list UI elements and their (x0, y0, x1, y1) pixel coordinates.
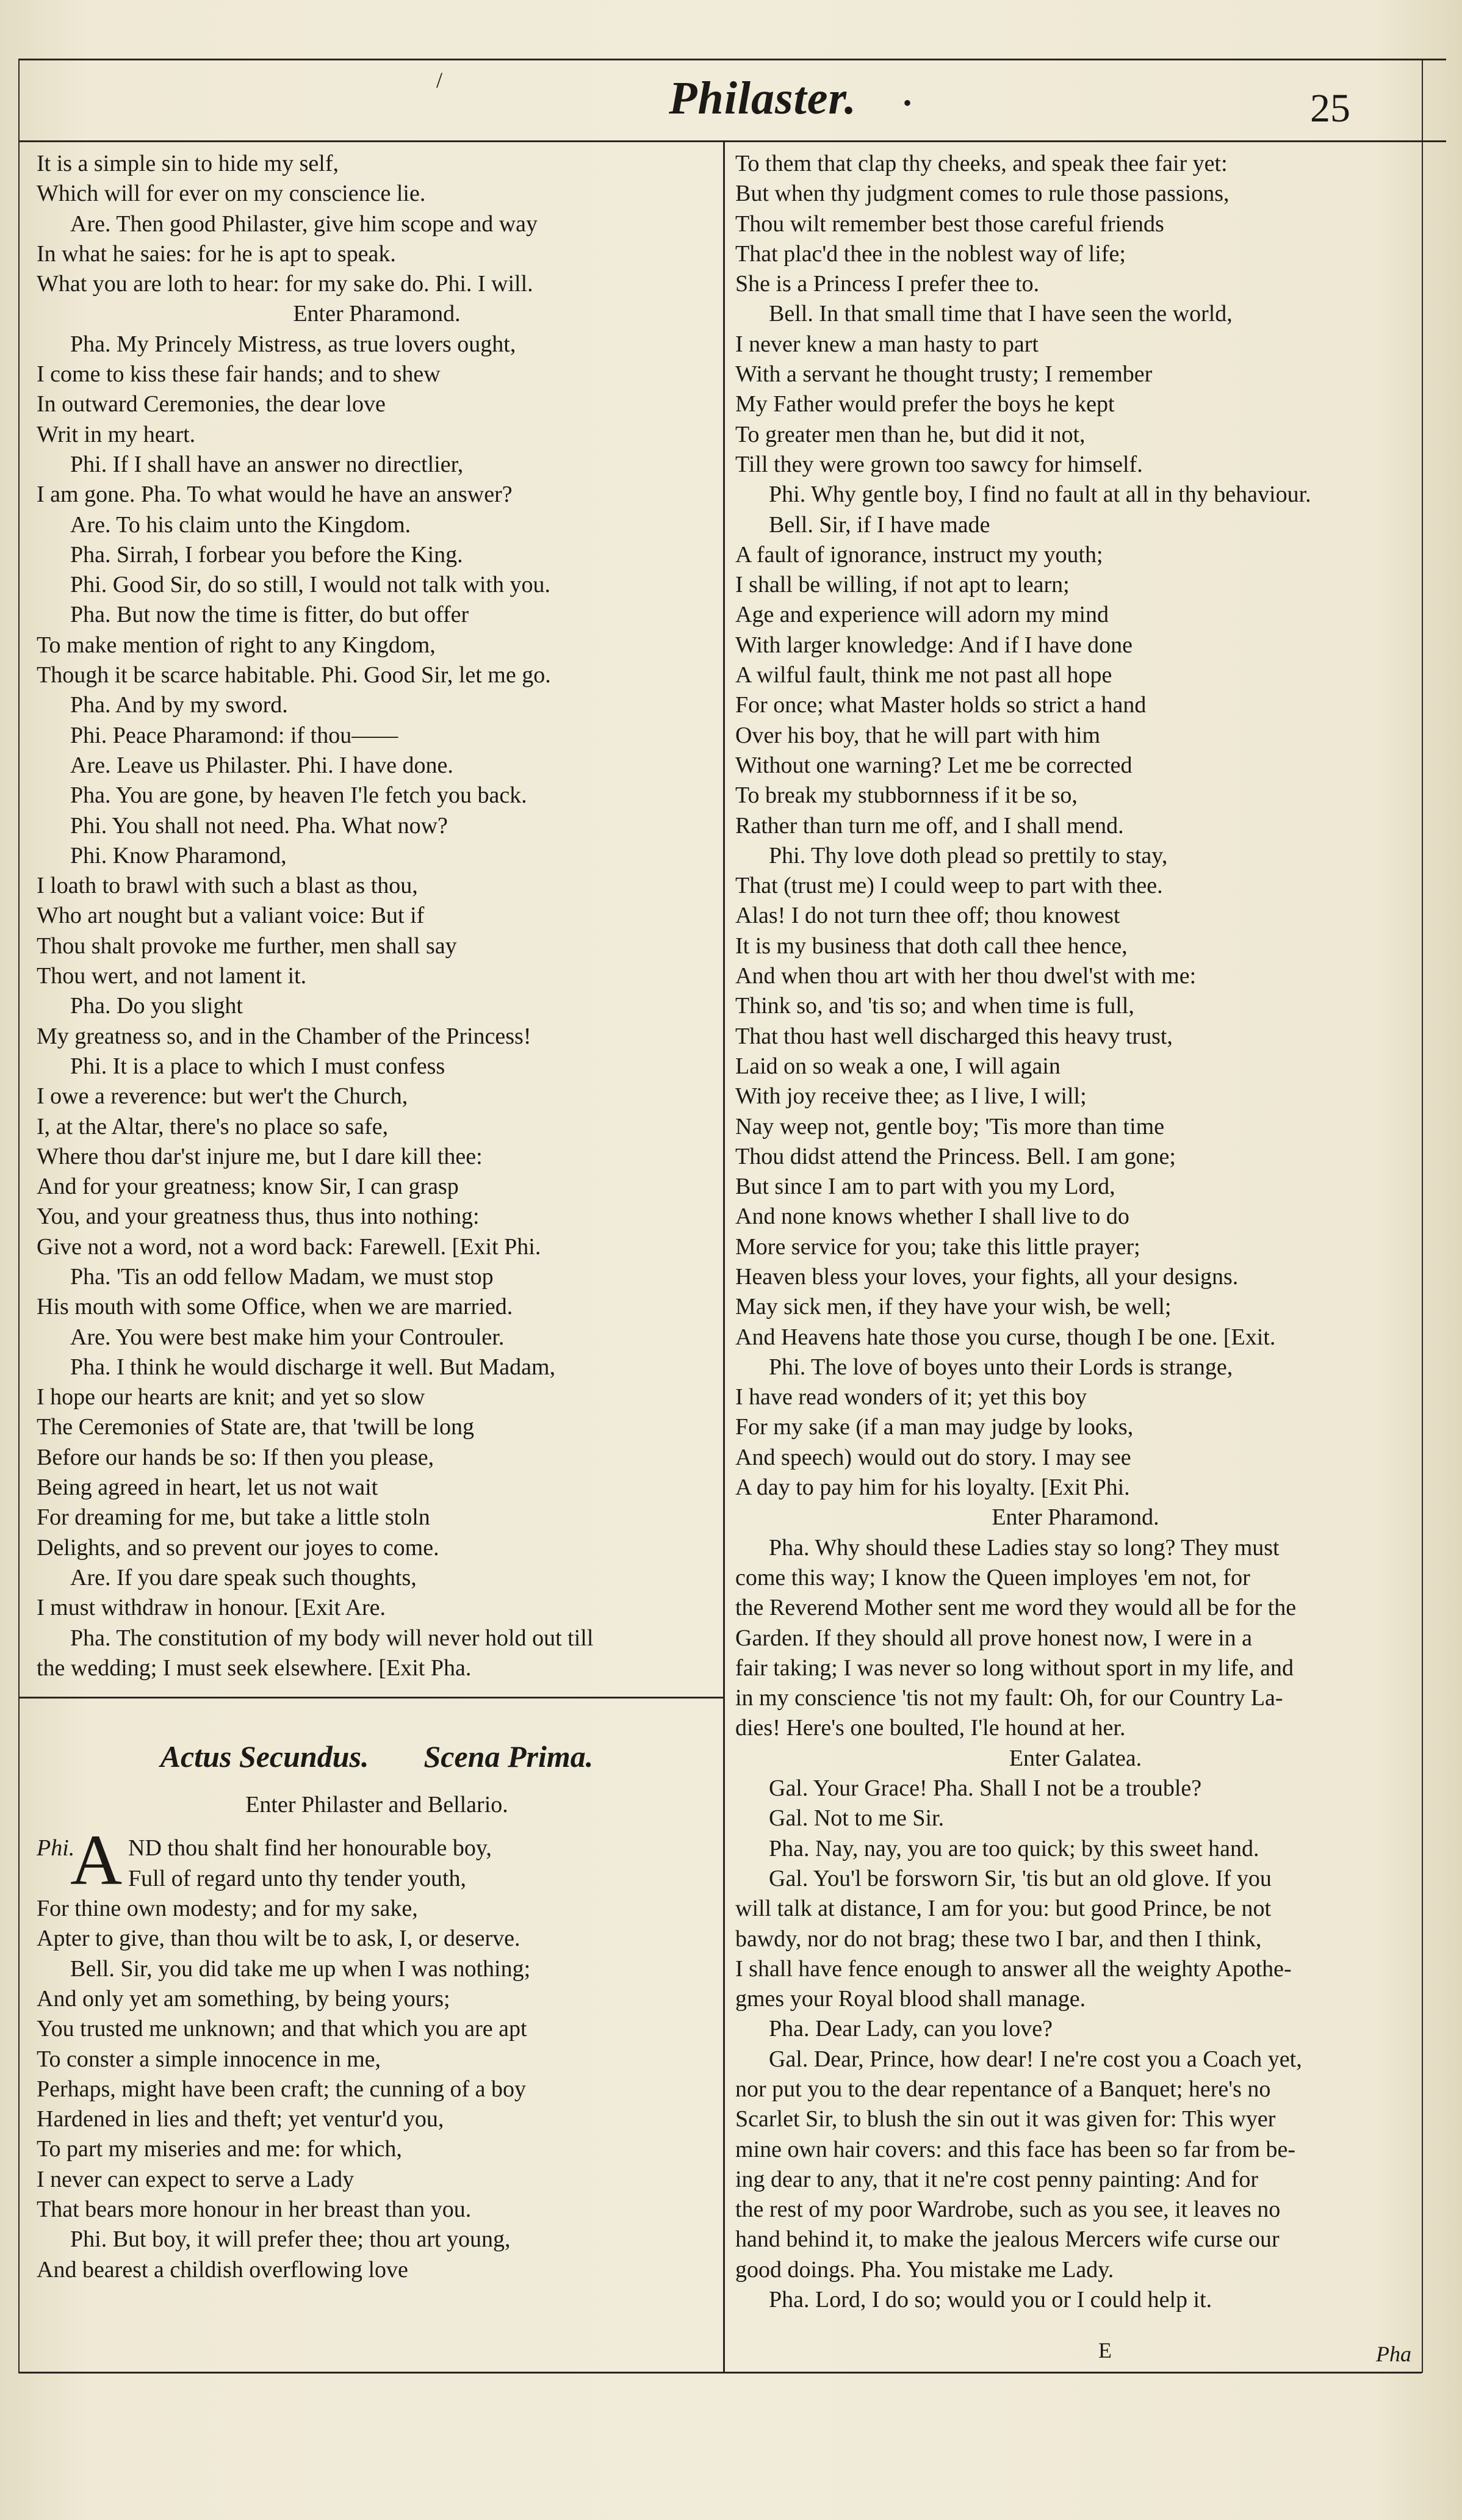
text-line: Pha. You are gone, by heaven I'le fetch you back. (70, 782, 527, 809)
text-line: What you are loth to hear: for my sake do. Phi. I will. (37, 271, 533, 297)
text-line: Pha. Nay, nay, you are too quick; by this sweet hand. (769, 1835, 1259, 1861)
text-line: In what he saies: for he is apt to speak. (37, 240, 396, 267)
text-line: Pha. I think he would discharge it well. But Madam, (70, 1354, 556, 1380)
text-line: Though it be scarce habitable. Phi. Good Sir, let me go. (37, 662, 551, 688)
dropcap-speaker: Phi. (37, 1835, 75, 1861)
text-line: Pha. Dear Lady, can you love? (769, 2016, 1053, 2042)
text-line: Pha. And by my sword. (70, 692, 288, 718)
text-line: Over his boy, that he will part with him (735, 722, 1101, 748)
text-line: Phi. If I shall have an answer no directlier, (70, 451, 464, 477)
text-line: Are. To his claim unto the Kingdom. (70, 511, 411, 538)
text-line: Pha. But now the time is fitter, do but offer (70, 602, 469, 628)
text-line: And bearest a childish overflowing love (37, 2256, 408, 2283)
text-line: Pha. 'Tis an odd fellow Madam, we must stop (70, 1263, 494, 1290)
text-line: With joy receive thee; as I live, I will; (735, 1083, 1087, 1110)
text-line: His mouth with some Office, when we are married. (37, 1294, 513, 1320)
text-line: More service for you; take this little prayer; (735, 1233, 1140, 1260)
scene-entrance (37, 1790, 717, 1820)
scene-title: Scena Prima. (423, 1739, 594, 1774)
text-line: That plac'd thee in the noblest way of life; (735, 240, 1126, 267)
text-line: And for your greatness; know Sir, I can grasp (37, 1174, 459, 1200)
text-line: ing dear to any, that it ne're cost penny painting: And for (735, 2166, 1259, 2192)
text-line: I must withdraw in honour. [Exit Are. (37, 1595, 386, 1621)
catchword: Pha (1376, 2342, 1411, 2366)
text-line: Pha. The constitution of my body will never hold out till (70, 1625, 594, 1651)
text-line: Bell. Sir, you did take me up when I was nothing; (70, 1955, 531, 1982)
text-line: My greatness so, and in the Chamber of the Princess! (37, 1023, 531, 1049)
text-line: Enter Pharamond. (992, 1504, 1159, 1531)
text-line: Where thou dar'st injure me, but I dare kill thee: (37, 1143, 483, 1169)
text-line: Who art nought but a valiant voice: But if (37, 903, 425, 929)
text-line: For once; what Master holds so strict a hand (735, 692, 1147, 718)
header-mark: / (436, 68, 443, 92)
text-line: Thou wert, and not lament it. (37, 963, 307, 989)
text-line: I shall have fence enough to answer all the weighty Apothe- (735, 1955, 1292, 1982)
text-line: Rather than turn me off, and I shall mend. (735, 812, 1124, 839)
text-line: That thou hast well discharged this heavy trust, (735, 1023, 1173, 1049)
text-line: mine own hair covers: and this face has been so far from be- (735, 2136, 1295, 2162)
text-line: Phi. But boy, it will prefer thee; thou art young, (70, 2226, 511, 2253)
text-line: gmes your Royal blood shall manage. (735, 1986, 1086, 2012)
text-line: May sick men, if they have your wish, be well; (735, 1294, 1172, 1320)
text-line: Phi. It is a place to which I must confess (70, 1053, 445, 1079)
text-line: Being agreed in heart, let us not wait (37, 1475, 378, 1501)
text-line: Enter Galatea. (1009, 1745, 1142, 1771)
text-line: Without one warning? Let me be corrected (735, 752, 1133, 778)
text-line: the rest of my poor Wardrobe, such as you see, it leaves no (735, 2197, 1281, 2223)
text-line: It is my business that doth call thee hence, (735, 933, 1128, 959)
text-line: I am gone. Pha. To what would he have an answer? (37, 482, 513, 508)
text-line: hand behind it, to make the jealous Mercers wife curse our (735, 2226, 1280, 2253)
text-line: dies! Here's one boulted, I'le hound at her. (735, 1715, 1126, 1741)
text-line: To greater men than he, but did it not, (735, 421, 1086, 447)
text-line: Pha. Sirrah, I forbear you before the King. (70, 541, 463, 568)
text-line: With larger knowledge: And if I have done (735, 632, 1133, 658)
text-line: To conster a simple innocence in me, (37, 2046, 381, 2072)
text-line: I come to kiss these fair hands; and to shew (37, 361, 441, 388)
text-line: For thine own modesty; and for my sake, (37, 1896, 418, 1922)
text-line: bawdy, nor do not brag; these two I bar, and then I think, (735, 1926, 1262, 1952)
text-line: Pha. My Princely Mistress, as true lovers ought, (70, 331, 516, 357)
text-line: Enter Pharamond. (293, 301, 461, 327)
text-line: Think so, and 'tis so; and when time is full, (735, 993, 1134, 1019)
text-line: Pha. Lord, I do so; would you or I could help it. (769, 2287, 1212, 2313)
text-line: Pha. Why should these Ladies stay so long? They must (769, 1534, 1280, 1561)
text-line: Phi. The love of boyes unto their Lords is strange, (769, 1354, 1233, 1380)
text-line: the wedding; I must seek elsewhere. [Exit Pha. (37, 1655, 472, 1681)
text-line: Laid on so weak a one, I will again (735, 1053, 1060, 1079)
text-line: With a servant he thought trusty; I remember (735, 361, 1153, 388)
text-line: And Heavens hate those you curse, though I be one. [Exit. (735, 1324, 1276, 1350)
text-line: But since I am to part with you my Lord, (735, 1174, 1115, 1200)
text-line: Hardened in lies and theft; yet ventur'd you, (37, 2106, 444, 2132)
dropcap-paragraph (37, 1820, 717, 1901)
text-line: Are. Then good Philaster, give him scope and way (70, 211, 538, 237)
text-line: Bell. Sir, if I have made (769, 511, 990, 538)
text-line: Phi. Peace Pharamond: if thou—— (70, 722, 398, 748)
text-line: You trusted me unknown; and that which you are apt (37, 2016, 527, 2042)
text-line: Thou wilt remember best those careful friends (735, 211, 1164, 237)
stage-direction: Enter Philaster and Bellario. (245, 1792, 508, 1818)
text-line: And none knows whether I shall live to do (735, 1204, 1129, 1230)
text-line: in my conscience 'tis not my fault: Oh, for our Country La- (735, 1685, 1283, 1711)
text-line: Give not a word, not a word back: Farewell. [Exit Phi. (37, 1233, 541, 1260)
text-line: A fault of ignorance, instruct my youth; (735, 541, 1103, 568)
text-line: Nay weep not, gentle boy; 'Tis more than time (735, 1113, 1165, 1139)
text-line: Writ in my heart. (37, 421, 196, 447)
dropcap-line-2: Full of regard unto thy tender youth, (128, 1865, 467, 1891)
text-line: Are. You were best make him your Controuler. (70, 1324, 505, 1350)
text-line: To part my miseries and me: for which, (37, 2136, 402, 2162)
text-line: That bears more honour in her breast than you. (37, 2197, 472, 2222)
text-line: A wilful fault, think me not past all hope (735, 662, 1112, 688)
left-text-block (37, 149, 717, 1683)
text-line: good doings. Pha. You mistake me Lady. (735, 2256, 1114, 2283)
text-line: Alas! I do not turn thee off; thou knowest (735, 903, 1120, 929)
text-line: But when thy judgment comes to rule those passions, (735, 181, 1230, 207)
dropcap-letter: A (70, 1820, 123, 1901)
text-line: To them that clap thy cheeks, and speak thee fair yet: (735, 151, 1228, 176)
text-line: Garden. If they should all prove honest now, I were in a (735, 1625, 1253, 1651)
text-line: Till they were grown too sawcy for himself. (735, 451, 1143, 477)
act-title: Actus Secundus. (160, 1739, 369, 1774)
left-border (18, 59, 20, 2373)
dropcap-line-1: ND thou shalt find her honourable boy, (128, 1835, 492, 1861)
text-line: My Father would prefer the boys he kept (735, 391, 1115, 417)
text-line: For dreaming for me, but take a little stoln (37, 1504, 430, 1531)
text-line: I shall be willing, if not apt to learn; (735, 572, 1070, 598)
text-line: The Ceremonies of State are, that 'twill be long (37, 1414, 475, 1440)
column-divider (723, 142, 725, 2373)
text-line: In outward Ceremonies, the dear love (37, 391, 386, 417)
text-line: the Reverend Mother sent me word they would all be for the (735, 1595, 1297, 1621)
signature-mark: E (1098, 2338, 1112, 2363)
text-line: come this way; I know the Queen imployes 'em not, for (735, 1564, 1250, 1590)
text-line: Delights, and so prevent our joyes to come. (37, 1534, 439, 1561)
text-line: Phi. Thy love doth plead so prettily to stay, (769, 842, 1168, 868)
text-line: To break my stubbornness if it be so, (735, 782, 1078, 809)
text-line: Phi. Why gentle boy, I find no fault at all in thy behaviour. (769, 482, 1311, 508)
text-line: Which will for ever on my conscience lie. (37, 181, 426, 207)
text-line: Phi. You shall not need. Pha. What now? (70, 812, 448, 839)
running-title: Philaster. (669, 73, 857, 124)
text-line: will talk at distance, I am for you: but good Prince, be not (735, 1896, 1272, 1922)
text-line: Gal. You'l be forsworn Sir, 'tis but an old glove. If you (769, 1865, 1272, 1891)
act-rule (18, 1697, 723, 1699)
text-line: Are. If you dare speak such thoughts, (70, 1564, 417, 1590)
text-line: Scarlet Sir, to blush the sin out it was given for: This wyer (735, 2106, 1276, 2132)
text-line: Heaven bless your loves, your fights, all your designs. (735, 1263, 1239, 1290)
text-line: I hope our hearts are knit; and yet so slow (37, 1384, 425, 1410)
text-line: I have read wonders of it; yet this boy (735, 1384, 1087, 1410)
right-text-block (735, 149, 1416, 2315)
text-line: For my sake (if a man may judge by looks, (735, 1414, 1134, 1440)
text-line: That (trust me) I could weep to part with thee. (735, 873, 1163, 899)
text-line: Pha. Do you slight (70, 993, 243, 1019)
text-line: Thou didst attend the Princess. Bell. I am gone; (735, 1143, 1176, 1169)
text-line: I never knew a man hasty to part (735, 331, 1039, 357)
left-text-block-2 (37, 1894, 717, 2285)
text-line: Gal. Your Grace! Pha. Shall I not be a trouble? (769, 1775, 1202, 1802)
text-line: Apter to give, than thou wilt be to ask, I, or deserve. (37, 1926, 520, 1952)
text-line: Are. Leave us Philaster. Phi. I have done. (70, 752, 453, 778)
text-line: I never can expect to serve a Lady (37, 2166, 355, 2192)
text-line: A day to pay him for his loyalty. [Exit Phi. (735, 1475, 1130, 1501)
text-line: And speech) would out do story. I may see (735, 1444, 1131, 1470)
text-line: She is a Princess I prefer thee to. (735, 271, 1040, 297)
text-line: fair taking; I was never so long without sport in my life, and (735, 1655, 1294, 1681)
text-line: I loath to brawl with such a blast as thou, (37, 873, 418, 899)
page-number: 25 (1310, 86, 1350, 131)
header-rule-bottom (18, 140, 1446, 142)
header-rule-top (18, 59, 1446, 60)
left-column (37, 149, 717, 2285)
text-line: I, at the Altar, there's no place so safe, (37, 1113, 389, 1139)
text-line: And only yet am something, by being yours; (37, 1985, 450, 2012)
text-line: To make mention of right to any Kingdom, (37, 632, 436, 658)
text-line: You, and your greatness thus, thus into nothing: (37, 1204, 480, 1230)
text-line: Before our hands be so: If then you please, (37, 1444, 434, 1470)
text-line: Gal. Dear, Prince, how dear! I ne're cost you a Coach yet, (769, 2046, 1302, 2072)
text-line: Age and experience will adorn my mind (735, 602, 1109, 628)
text-line: nor put you to the dear repentance of a Banquet; here's no (735, 2076, 1271, 2102)
right-column (735, 149, 1416, 2315)
text-line: It is a simple sin to hide my self, (37, 151, 339, 176)
text-line: Perhaps, might have been craft; the cunning of a boy (37, 2076, 526, 2102)
text-line: Bell. In that small time that I have seen the world, (769, 301, 1233, 327)
text-line: Thou shalt provoke me further, men shall say (37, 933, 457, 959)
right-border (1422, 59, 1423, 2373)
text-line: Phi. Good Sir, do so still, I would not talk with you. (70, 572, 551, 598)
act-heading (37, 1723, 717, 1790)
header-dot: • (903, 89, 912, 117)
text-line: Phi. Know Pharamond, (70, 842, 287, 868)
text-line: And when thou art with her thou dwel'st with me: (735, 963, 1197, 989)
footer-rule (18, 2372, 1422, 2374)
text-line: I owe a reverence: but wer't the Church, (37, 1083, 408, 1110)
text-line: Gal. Not to me Sir. (769, 1805, 945, 1832)
